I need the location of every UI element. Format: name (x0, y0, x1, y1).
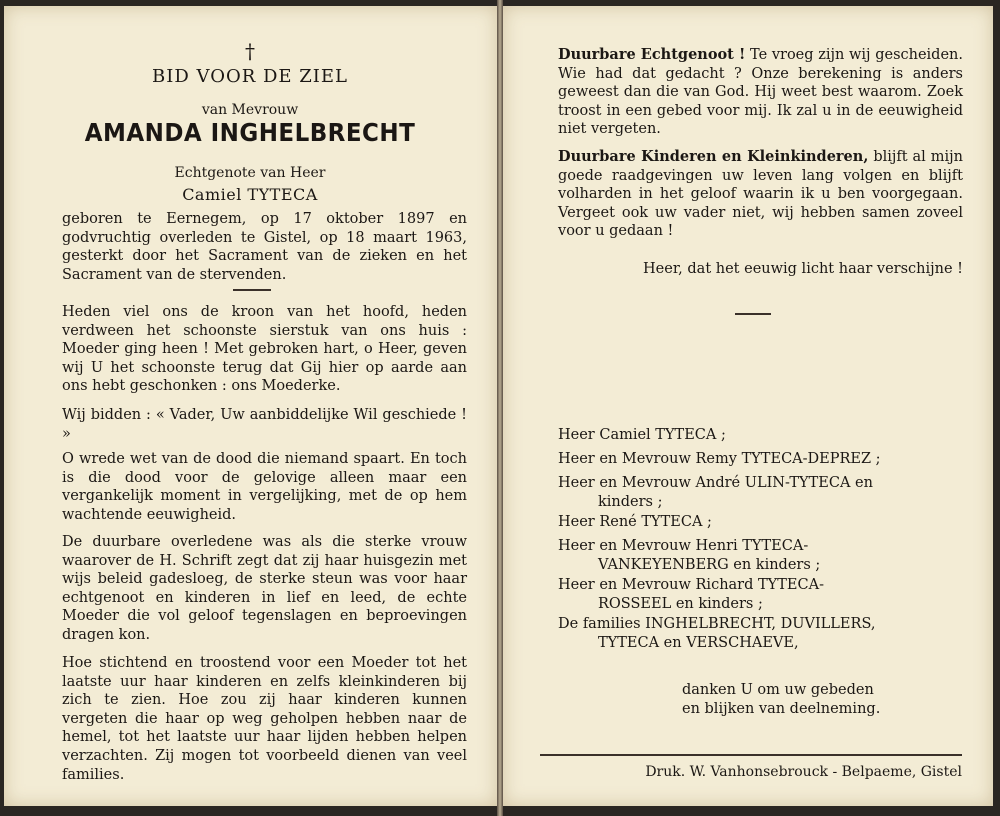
message-children-text: blijft al mijn goede raadgevingen uw leven lang volgen en blijft volharden in het geloof waarin ik u ben voorgegaan. Vergeet ook uw vader niet, wij hebben samen zoveel voor u gedaan ! (558, 149, 963, 240)
divider (735, 313, 771, 315)
family-line: Heer Camiel TYTECA ; (558, 427, 726, 443)
footer-rule (540, 754, 962, 756)
family-entry (558, 576, 963, 613)
message-spouse-text: Te vroeg zijn wij gescheiden. Wie had dat gedacht ? Onze berekening is anders geweest dan die van God. Hij weet best waarom. Zoek troost in een gebed voor mij. Ik zal u in de eeuwigheid niet vergeten. (558, 47, 963, 138)
family-entry (558, 426, 963, 445)
family-entry (558, 537, 963, 574)
thanks-text (682, 681, 962, 718)
deceased-name: AMANDA INGHELBRECHT (84, 118, 416, 147)
family-line-cont: VANKEYENBERG en kinders ; (598, 556, 821, 573)
spouse-intro: Echtgenote van Heer (174, 165, 326, 181)
card-fold (497, 0, 503, 816)
paragraph: Heden viel ons de kroon van het hoofd, heden verdween het schoonste sierstuk van ons huis : Moeder ging heen ! Met gebroken hart, o Heer, geven wij U het schoonste terug dat Gij hier op aarde aan ons hebt geschonken : ons Moederke. (62, 304, 467, 395)
family-line-cont: ROSSEEL en kinders ; (598, 595, 763, 612)
paragraph: De duurbare overledene was als die sterke vrouw waarover de H. Schrift zegt dat zij haar huisgezin met wijs beleid gadesloeg, de sterke steun was voor haar echtgenoot en kinderen in lief en leed, de echte Moeder die vol geloof tegenslagen en beproevingen dragen kon. (62, 534, 467, 643)
cross-icon: † (245, 39, 255, 63)
card-heading: BID VOOR DE ZIEL (152, 66, 348, 87)
spouse-name: Camiel TYTECA (182, 185, 318, 204)
family-entry (558, 615, 963, 652)
family-entry (558, 450, 963, 469)
printer-credit: Druk. W. Vanhonsebrouck - Belpaeme, Gistel (645, 764, 962, 780)
family-line-cont: TYTECA en VERSCHAEVE, (598, 634, 799, 651)
prayer-line: Heer, dat het eeuwig licht haar verschijne ! (643, 261, 963, 277)
family-line: Heer en Mevrouw André ULIN-TYTECA en (558, 475, 873, 491)
message-children-heading: Duurbare Kinderen en Kleinkinderen, (558, 148, 869, 165)
family-line: Heer René TYTECA ; (558, 514, 712, 530)
message-spouse (558, 46, 963, 139)
family-entry (558, 513, 963, 532)
intro-text: van Mevrouw (201, 102, 299, 118)
paragraph: Wij bidden : « Vader, Uw aanbiddelijke Wil geschiede ! » (62, 407, 467, 442)
family-line: Heer en Mevrouw Henri TYTECA- (558, 538, 809, 554)
divider (233, 289, 271, 291)
message-children (558, 148, 963, 241)
thanks-line: en blijken van deelneming. (682, 700, 881, 717)
family-line: Heer en Mevrouw Remy TYTECA-DEPREZ ; (558, 451, 881, 467)
message-spouse-heading: Duurbare Echtgenoot ! (558, 46, 746, 63)
family-line-cont: kinders ; (598, 493, 663, 510)
paragraph: Hoe stichtend en troostend voor een Moeder tot het laatste uur haar kinderen en zelfs kleinkinderen bij zich te zien. Hoe zou zij haar kinderen kunnen vergeten die haar op weg geholpen hebben naar de hemel, tot het laatste uur haar lijden hebben helpen verzachten. Zij mogen tot voorbeeld dienen van veel families. (62, 655, 467, 783)
thanks-line: danken U om uw gebeden (682, 682, 874, 698)
birth-death-details: geboren te Eernegem, op 17 oktober 1897 en godvruchtig overleden te Gistel, op 18 maart 1963, gesterkt door het Sacrament van de zieken en het Sacrament van de stervenden. (62, 211, 467, 283)
family-line: De families INGHELBRECHT, DUVILLERS, (558, 616, 876, 632)
paragraph: O wrede wet van de dood die niemand spaart. En toch is die dood voor de gelovige alleen maar een vergankelijk moment in vergelijking, met de op hem wachtende eeuwigheid. (62, 451, 467, 523)
family-line: Heer en Mevrouw Richard TYTECA- (558, 577, 824, 593)
family-entry (558, 474, 963, 511)
